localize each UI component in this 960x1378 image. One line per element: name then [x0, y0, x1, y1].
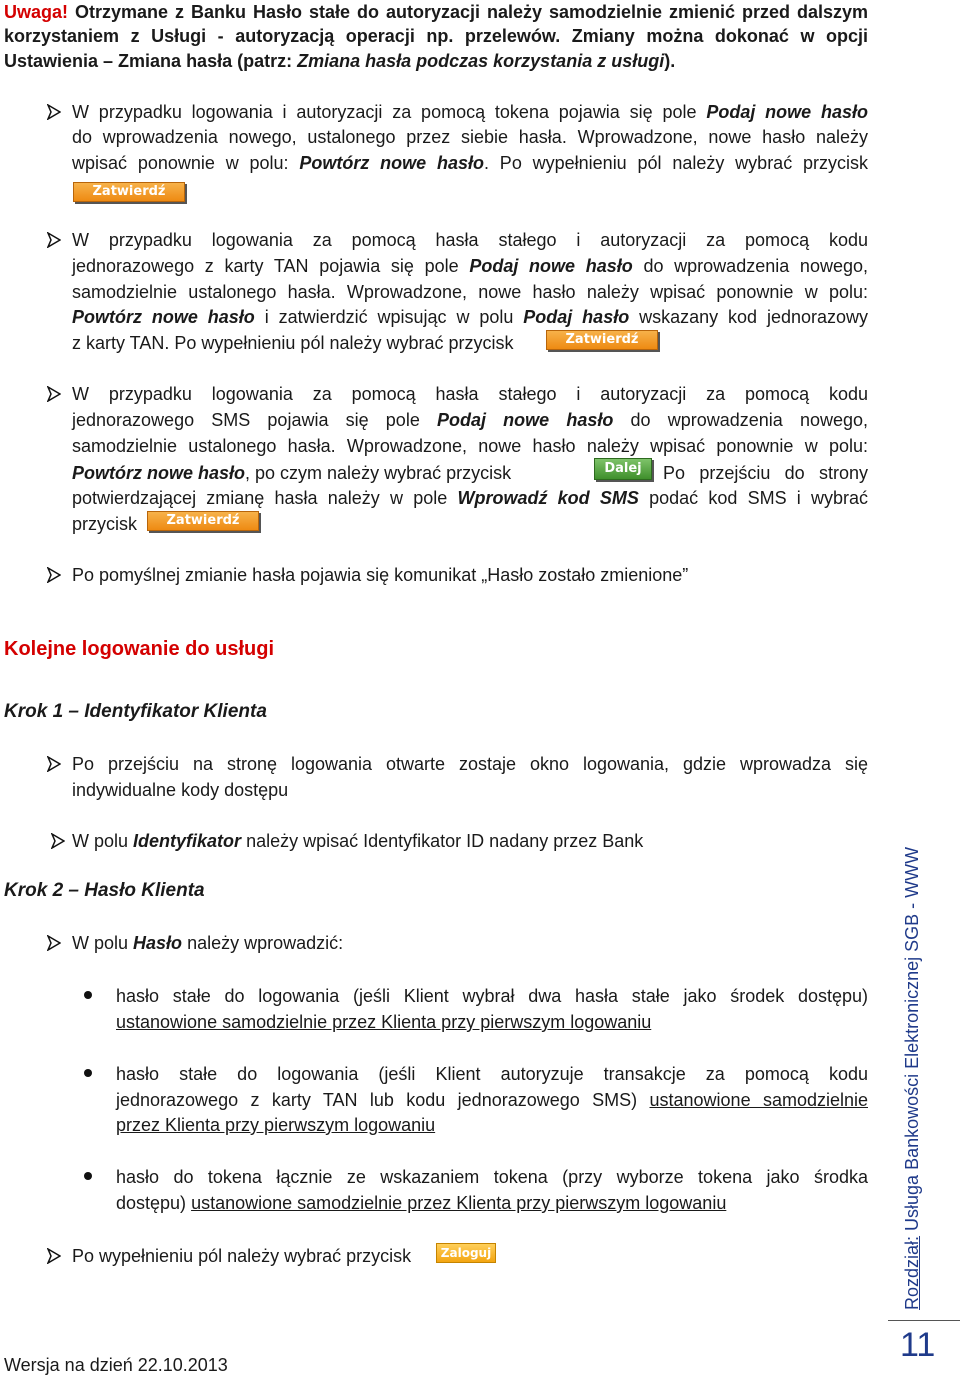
tan-line-2: jednorazowego z karty TAN pojawia się pole Podaj nowe hasło do wprowadzenia nowego, [72, 256, 868, 276]
zatwierdz-button[interactable]: Zatwierdź [147, 511, 259, 531]
token-line-1: W przypadku logowania i autoryzacji za pomocą tokena pojawia się pole Podaj nowe hasło [72, 102, 868, 122]
krok1-line-3: W polu Identyfikator należy wpisać Identyfikator ID nadany przez Bank [72, 831, 644, 851]
token-line-2: do wprowadzenia nowego, ustalonego przez siebie hasła. Wprowadzone, nowe hasło należy [72, 127, 868, 147]
success-line: Po pomyślnej zmianie hasła pojawia się komunikat „Hasło zostało zmienione” [72, 565, 689, 585]
bullet-dot-icon [84, 991, 92, 999]
zaloguj-button[interactable]: Zaloguj [436, 1243, 496, 1263]
warning-text-3a: Ustawienia – Zmiana hasła (patrz: [4, 51, 298, 71]
zatwierdz-button[interactable]: Zatwierdź [546, 330, 658, 350]
warning-link-ref: Zmiana hasła podczas korzystania z usługi [297, 51, 665, 71]
warning-text-2: korzystaniem z Usługi - autoryzacją operacji np. przelewów. Zmiany można dokonać w opcji [4, 26, 868, 46]
arrow-bullet-icon [47, 935, 61, 951]
dalej-button[interactable]: Dalej [594, 458, 652, 480]
version-footer: Wersja na dzień 22.10.2013 [4, 1355, 228, 1375]
sms-line-2: jednorazowego SMS pojawia się pole Podaj nowe hasło do wprowadzenia nowego, [72, 410, 868, 430]
krok2-title: Krok 2 – Hasło Klienta [4, 880, 205, 901]
sms-line-4a: Powtórz nowe hasło, po czym należy wybrać przycisk [72, 463, 512, 483]
warning-label: Uwaga! [4, 2, 69, 22]
bullet-dot-icon [84, 1172, 92, 1180]
krok2-item1-line2: ustanowione samodzielnie przez Klienta przy pierwszym logowaniu [116, 1012, 652, 1032]
krok1-line-2: indywidualne kody dostępu [72, 780, 289, 800]
arrow-bullet-icon [51, 833, 65, 849]
krok2-item3-line1: hasło do tokena łącznie ze wskazaniem tokena (przy wyborze tokena jako środka [116, 1167, 868, 1187]
sms-line-4b: Po przejściu do strony [663, 463, 868, 483]
zatwierdz-button[interactable]: Zatwierdź [73, 182, 185, 202]
krok2-item1-line1: hasło stałe do logowania (jeśli Klient wybrał dwa hasła stałe jako środek dostępu) [116, 986, 868, 1006]
page-divider [888, 1320, 960, 1321]
page-number: 11 [900, 1326, 936, 1364]
arrow-bullet-icon [47, 104, 61, 120]
tan-line-4: Powtórz nowe hasło i zatwierdzić wpisując w polu Podaj hasło wskazany kod jednorazowy [72, 307, 868, 327]
krok2-intro: W polu Hasło należy wprowadzić: [72, 933, 344, 953]
krok1-title: Krok 1 – Identyfikator Klienta [4, 701, 267, 722]
sms-line-6: przycisk [72, 514, 138, 534]
warning-text-1: Otrzymane z Banku Hasło stałe do autoryzacji należy samodzielnie zmienić przed dalszym [75, 2, 868, 22]
arrow-bullet-icon [47, 1248, 61, 1264]
warning-line-1 [4, 0, 868, 24]
krok2-item2-line1: hasło stałe do logowania (jeśli Klient autoryzuje transakcje za pomocą kodu [116, 1064, 868, 1084]
warning-line-2 [4, 24, 868, 48]
krok2-item3-line2: dostępu) ustanowione samodzielnie przez Klienta przy pierwszym logowaniu [116, 1193, 727, 1213]
arrow-bullet-icon [47, 232, 61, 248]
sms-line-5: potwierdzającej zmianę hasła należy w pole Wprowadź kod SMS podać kod SMS i wybrać [72, 488, 869, 508]
tan-line-1: W przypadku logowania za pomocą hasła stałego i autoryzacji za pomocą kodu [72, 230, 868, 250]
warning-text-3c: ). [664, 51, 676, 71]
token-line-3: wpisać ponownie w polu: Powtórz nowe hasło. Po wypełnieniu pól należy wybrać przycisk [72, 153, 869, 173]
sms-line-3: samodzielnie ustalonego hasła. Wprowadzone, nowe hasło należy wpisać ponownie w polu: [72, 436, 868, 456]
krok1-line-1: Po przejściu na stronę logowania otwarte zostaje okno logowania, gdzie wprowadza się [72, 754, 868, 774]
arrow-bullet-icon [47, 567, 61, 583]
bullet-dot-icon [84, 1069, 92, 1077]
arrow-bullet-icon [47, 756, 61, 772]
krok2-item2-line2: jednorazowego z karty TAN lub kodu jednorazowego SMS) ustanowione samodzielnie [116, 1090, 868, 1110]
warning-line-3 [4, 49, 675, 73]
arrow-bullet-icon [47, 386, 61, 402]
section-title: Kolejne logowanie do usługi [4, 638, 275, 660]
tan-line-3: samodzielnie ustalonego hasła. Wprowadzone, nowe hasło należy wpisać ponownie w polu: [72, 282, 868, 302]
krok2-item2-line3: przez Klienta przy pierwszym logowaniu [116, 1115, 436, 1135]
krok2-final: Po wypełnieniu pól należy wybrać przycisk [72, 1246, 412, 1266]
chapter-side-label: Rozdział: Usługa Bankowości Elektronicznej SGB - WWW [902, 846, 922, 1310]
tan-line-5: z karty TAN. Po wypełnieniu pól należy wybrać przycisk [72, 333, 514, 353]
sms-line-1: W przypadku logowania za pomocą hasła stałego i autoryzacji za pomocą kodu [72, 384, 868, 404]
